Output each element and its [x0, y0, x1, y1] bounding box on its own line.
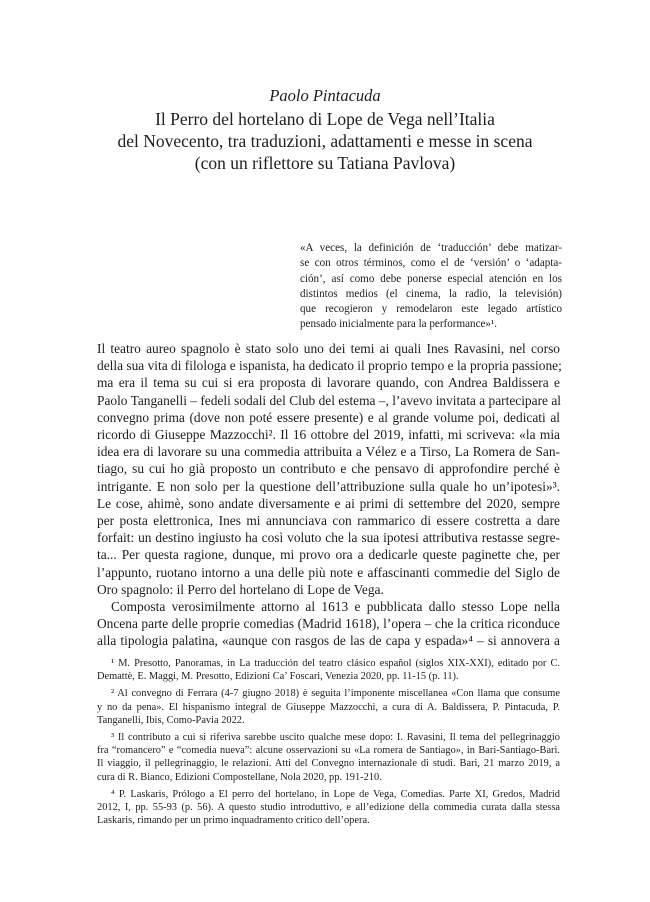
footnote-line: ¹ M. Presotto, Panoramas, in La traducción del teatro clásico español (siglos XIX-XXI), editado por C. — [111, 658, 560, 669]
footnotes — [97, 657, 560, 831]
body-line: alla tipologia palatina, «aunque con rasgos de las de capa y espada»⁴ – si annovera a — [97, 633, 560, 649]
body-line: della sua vita di filologa e ispanista, ha dedicato il proprio tempo e la propria passione; — [97, 358, 562, 374]
body-line: intrigante. E non solo per la questione dell’attribuzione sulla quale ho un’ipotesi»³. — [97, 478, 560, 494]
body-line: ta... Per questa ragione, dunque, mi provo ora a dedicarle queste paginette che, per — [97, 547, 560, 563]
epigraph-line: «A veces, la definición de ‘traducción’ debe matizar- — [300, 242, 562, 254]
footnote-line: Laskaris, rimando per un primo inquadramento critico dell’opera. — [97, 815, 370, 827]
footnote-line: ² Al convegno di Ferrara (4-7 giugno 2018) è seguita l’imponente miscellanea «Con llama que consume — [111, 688, 560, 700]
footnote — [97, 657, 560, 683]
footnote-line: y no da pena». El hispanismo integral de Giuseppe Mazzocchi, a cura di A. Baldissera, P. Pintacuda, P. — [97, 701, 560, 713]
body-line: Oncena parte delle proprie comedias (Madrid 1618), l’opera – che la critica riconduce — [97, 616, 560, 632]
epigraph — [300, 241, 562, 333]
footnote-line: cura di R. Bianco, Edizioni Compostellane, Nola 2020, pp. 191-210. — [97, 771, 382, 783]
epigraph-line: distintos medios (el cinema, la radio, la televisión) — [300, 287, 562, 300]
footnote-line: Tanganelli, Ibis, Como-Pavia 2022. — [97, 714, 245, 726]
body-line: ricordo di Giuseppe Mazzocchi². Il 16 ottobre del 2019, infatti, mi scriveva: «la mia — [97, 427, 560, 443]
article-title — [0, 108, 650, 174]
body-line: per posta elettronica, Ines mi annunciava con rammarico di essere costretta a dare — [97, 513, 560, 529]
body-line: Le cose, ahimè, sono andate diversamente e ai primi di settembre del 2020, sempre — [97, 495, 560, 511]
footnote-line: fra “romancero” e “comedia nueva”: alcune osservazioni su «La romera de Santiago», in Bari-Santiago-Bari. — [97, 745, 560, 757]
body-line: Paolo Tanganelli – fedeli sodali del Club del estema –, l’avevo invitata a partecipare al — [97, 392, 561, 408]
body-line: convegno prima (dove non poté essere presente) e al grande volume poi, dedicati al — [97, 409, 560, 425]
footnote — [97, 788, 560, 828]
body-line: forfait: un destino ingiusto ha così voluto che la sua ipotesi attributiva restasse segre- — [97, 530, 560, 546]
footnote-line: Il viaggio, il pellegrinaggio, le relazioni. Atti del Convegno internazionale di studi. Bari, 21 marzo 2019, a — [97, 758, 560, 770]
body-line: Oro spagnolo: il Perro del hortelano di Lope de Vega. — [97, 581, 384, 597]
body-line: ma era il tema su cui si era proposta di lavorare quando, con Andrea Baldissera e — [97, 375, 560, 391]
epigraph-line: se con otros términos, como el de ‘versión’ o ‘adapta- — [300, 257, 562, 270]
footnote-line: 2012, I, pp. 55-93 (p. 56). A questo studio introduttivo, e all’edizione della commedia curata dalla stessa — [97, 802, 560, 814]
title-line: del Novecento, tra traduzioni, adattamenti e messe in scena — [117, 131, 533, 151]
body-line: Composta verosimilmente attorno al 1613 e pubblicata dallo stesso Lope nella — [111, 599, 560, 615]
footnote — [97, 687, 560, 727]
body-line: Il teatro aureo spagnolo è stato solo uno dei temi ai quali Ines Ravasini, nel corso — [97, 341, 560, 356]
epigraph-line: pensado inicialmente para la performance»¹. — [300, 318, 498, 331]
footnote — [97, 731, 560, 784]
epigraph-line: ción’, así como debe ponerse especial atención en los — [300, 272, 562, 285]
body-text — [97, 340, 560, 650]
body-line: l’appunto, ruotano intorno a una delle più note e affascinanti commedie del Siglo de — [97, 564, 560, 580]
body-line: tiago, su cui ho già proposto un contributo e che pensavo di approfondire perché è — [97, 461, 560, 477]
title-line: (con un riflettore su Tatiana Pavlova) — [194, 153, 456, 173]
epigraph-line: que recogieron y remodelaron este legado artístico — [300, 303, 562, 316]
footnote-line: ³ Il contributo a cui si riferiva sarebbe uscito qualche mese dopo: I. Ravasini, Il tema del pellegrinaggio — [111, 732, 560, 744]
body-line: idea era di lavorare su una commedia attribuita a Vélez e a Tirso, La Romera de San- — [97, 444, 560, 460]
footnote-line: Demattè, E. Maggi, M. Presotto, Edizioni Ca’ Foscari, Venezia 2020, pp. 11-15 (p. 11). — [97, 671, 459, 683]
author-name: Paolo Pintacuda — [269, 86, 381, 105]
title-line: Il Perro del hortelano di Lope de Vega nell’Italia — [155, 109, 495, 129]
footnote-line: ⁴ P. Laskaris, Prólogo a El perro del hortelano, in Lope de Vega, Comedias. Parte XI, Gredos, Madrid — [111, 788, 560, 800]
